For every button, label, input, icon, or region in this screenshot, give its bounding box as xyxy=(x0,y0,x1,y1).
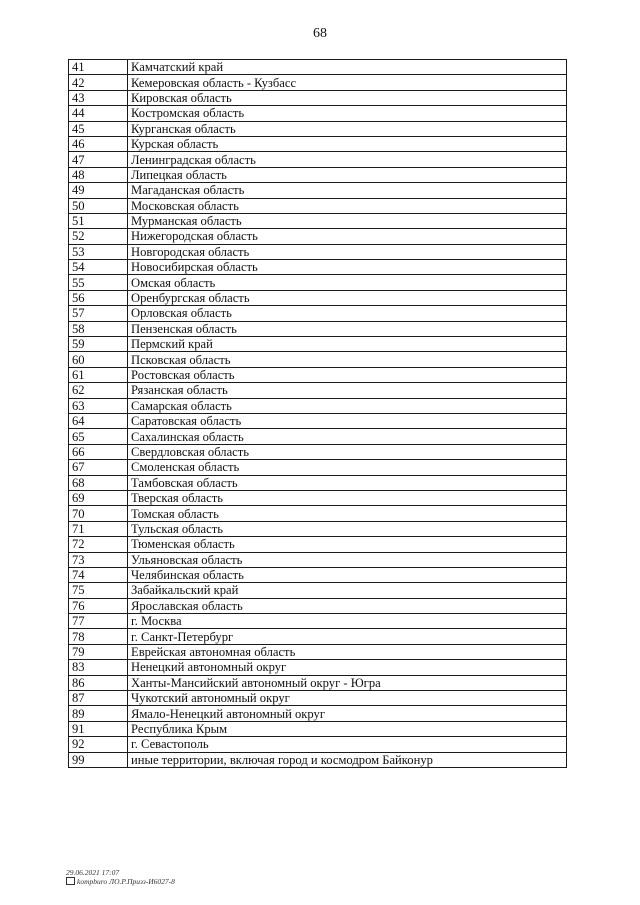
region-code-cell: 45 xyxy=(69,121,128,136)
region-code-cell: 46 xyxy=(69,136,128,151)
region-code-cell: 57 xyxy=(69,306,128,321)
table-row xyxy=(69,614,567,629)
region-name-cell: Свердловская область xyxy=(128,444,567,459)
region-code-cell: 87 xyxy=(69,691,128,706)
region-name-cell: Тульская область xyxy=(128,521,567,536)
region-name-cell: Магаданская область xyxy=(128,183,567,198)
region-name-cell: Смоленская область xyxy=(128,460,567,475)
region-code-cell: 58 xyxy=(69,321,128,336)
region-name-cell: Московская область xyxy=(128,198,567,213)
region-name-cell: Ямало-Ненецкий автономный округ xyxy=(128,706,567,721)
region-code-cell: 59 xyxy=(69,337,128,352)
region-code-cell: 63 xyxy=(69,398,128,413)
table-row xyxy=(69,583,567,598)
table-row xyxy=(69,167,567,182)
table-row xyxy=(69,552,567,567)
region-name-cell: Камчатский край xyxy=(128,60,567,75)
table-row xyxy=(69,90,567,105)
region-code-cell: 99 xyxy=(69,752,128,767)
region-code-cell: 70 xyxy=(69,506,128,521)
region-code-cell: 47 xyxy=(69,152,128,167)
table-row xyxy=(69,321,567,336)
page-number: 68 xyxy=(313,26,327,41)
table-row xyxy=(69,290,567,305)
region-name-cell: Тамбовская область xyxy=(128,475,567,490)
region-code-cell: 60 xyxy=(69,352,128,367)
table-row xyxy=(69,398,567,413)
region-code-cell: 68 xyxy=(69,475,128,490)
region-name-cell: Мурманская область xyxy=(128,213,567,228)
table-row xyxy=(69,706,567,721)
region-code-cell: 79 xyxy=(69,644,128,659)
region-name-cell: Пермский край xyxy=(128,337,567,352)
table-row xyxy=(69,567,567,582)
region-code-cell: 54 xyxy=(69,260,128,275)
table-row xyxy=(69,152,567,167)
table-row xyxy=(69,721,567,736)
table-row xyxy=(69,229,567,244)
table-row xyxy=(69,413,567,428)
region-name-cell: Пензенская область xyxy=(128,321,567,336)
region-codes-body xyxy=(69,60,567,768)
region-code-cell: 41 xyxy=(69,60,128,75)
region-code-cell: 73 xyxy=(69,552,128,567)
region-code-cell: 69 xyxy=(69,490,128,505)
table-row xyxy=(69,244,567,259)
region-name-cell: Тверская область xyxy=(128,490,567,505)
region-name-cell: Ненецкий автономный округ xyxy=(128,660,567,675)
region-name-cell: Ярославская область xyxy=(128,598,567,613)
region-name-cell: иные территории, включая город и космодром Байконур xyxy=(128,752,567,767)
table-row xyxy=(69,429,567,444)
region-code-cell: 65 xyxy=(69,429,128,444)
table-row xyxy=(69,260,567,275)
document-footer xyxy=(66,868,175,886)
region-code-cell: 56 xyxy=(69,290,128,305)
table-row xyxy=(69,383,567,398)
region-name-cell: Чукотский автономный округ xyxy=(128,691,567,706)
region-code-cell: 92 xyxy=(69,737,128,752)
table-row xyxy=(69,506,567,521)
table-row xyxy=(69,367,567,382)
region-name-cell: г. Севастополь xyxy=(128,737,567,752)
table-row xyxy=(69,275,567,290)
region-name-cell: Курганская область xyxy=(128,121,567,136)
region-name-cell: Кемеровская область - Кузбасс xyxy=(128,75,567,90)
table-row xyxy=(69,183,567,198)
table-row xyxy=(69,60,567,75)
region-name-cell: Костромская область xyxy=(128,106,567,121)
region-name-cell: Новгородская область xyxy=(128,244,567,259)
table-row xyxy=(69,644,567,659)
region-name-cell: Ульяновская область xyxy=(128,552,567,567)
region-name-cell: Саратовская область xyxy=(128,413,567,428)
region-code-cell: 66 xyxy=(69,444,128,459)
region-name-cell: Рязанская область xyxy=(128,383,567,398)
table-row xyxy=(69,352,567,367)
region-name-cell: Омская область xyxy=(128,275,567,290)
table-row xyxy=(69,629,567,644)
table-row xyxy=(69,106,567,121)
table-row xyxy=(69,337,567,352)
region-name-cell: Забайкальский край xyxy=(128,583,567,598)
region-name-cell: Еврейская автономная область xyxy=(128,644,567,659)
footer-timestamp: 29.06.2021 17:07 xyxy=(66,868,120,877)
region-code-cell: 62 xyxy=(69,383,128,398)
region-name-cell: Псковская область xyxy=(128,352,567,367)
region-code-cell: 75 xyxy=(69,583,128,598)
footer-doc-ref-line xyxy=(66,877,175,886)
table-row xyxy=(69,598,567,613)
region-name-cell: Липецкая область xyxy=(128,167,567,182)
region-code-cell: 86 xyxy=(69,675,128,690)
table-row xyxy=(69,490,567,505)
region-code-cell: 61 xyxy=(69,367,128,382)
region-name-cell: Самарская область xyxy=(128,398,567,413)
region-name-cell: г. Москва xyxy=(128,614,567,629)
table-row xyxy=(69,198,567,213)
table-row xyxy=(69,136,567,151)
region-code-cell: 42 xyxy=(69,75,128,90)
region-name-cell: Орловская область xyxy=(128,306,567,321)
region-code-cell: 83 xyxy=(69,660,128,675)
region-code-cell: 55 xyxy=(69,275,128,290)
region-name-cell: Сахалинская область xyxy=(128,429,567,444)
table-row xyxy=(69,306,567,321)
region-name-cell: Кировская область xyxy=(128,90,567,105)
region-code-cell: 71 xyxy=(69,521,128,536)
region-name-cell: Ленинградская область xyxy=(128,152,567,167)
table-row xyxy=(69,675,567,690)
table-row xyxy=(69,121,567,136)
region-name-cell: Республика Крым xyxy=(128,721,567,736)
region-code-cell: 52 xyxy=(69,229,128,244)
region-code-cell: 64 xyxy=(69,413,128,428)
region-code-cell: 48 xyxy=(69,167,128,182)
table-row xyxy=(69,660,567,675)
region-name-cell: Челябинская область xyxy=(128,567,567,582)
region-codes-table xyxy=(68,59,567,768)
table-row xyxy=(69,691,567,706)
footer-doc-ref: kompburo ЛО.Р.Призз-И6027-8 xyxy=(77,877,175,886)
region-name-cell: Томская область xyxy=(128,506,567,521)
table-row xyxy=(69,75,567,90)
table-row xyxy=(69,752,567,767)
region-name-cell: г. Санкт-Петербург xyxy=(128,629,567,644)
region-name-cell: Тюменская область xyxy=(128,537,567,552)
region-code-cell: 91 xyxy=(69,721,128,736)
region-name-cell: Курская область xyxy=(128,136,567,151)
region-code-cell: 50 xyxy=(69,198,128,213)
region-name-cell: Новосибирская область xyxy=(128,260,567,275)
region-code-cell: 77 xyxy=(69,614,128,629)
table-row xyxy=(69,475,567,490)
region-name-cell: Нижегородская область xyxy=(128,229,567,244)
region-code-cell: 72 xyxy=(69,537,128,552)
table-row xyxy=(69,521,567,536)
region-code-cell: 76 xyxy=(69,598,128,613)
region-code-cell: 78 xyxy=(69,629,128,644)
table-row xyxy=(69,737,567,752)
region-code-cell: 67 xyxy=(69,460,128,475)
region-code-cell: 43 xyxy=(69,90,128,105)
region-name-cell: Ханты-Мансийский автономный округ - Югра xyxy=(128,675,567,690)
region-name-cell: Ростовская область xyxy=(128,367,567,382)
region-code-cell: 53 xyxy=(69,244,128,259)
region-code-cell: 74 xyxy=(69,567,128,582)
region-name-cell: Оренбургская область xyxy=(128,290,567,305)
table-row xyxy=(69,444,567,459)
table-row xyxy=(69,460,567,475)
region-code-cell: 89 xyxy=(69,706,128,721)
document-icon xyxy=(66,877,75,885)
table-row xyxy=(69,537,567,552)
region-code-cell: 49 xyxy=(69,183,128,198)
region-code-cell: 51 xyxy=(69,213,128,228)
table-row xyxy=(69,213,567,228)
region-code-cell: 44 xyxy=(69,106,128,121)
